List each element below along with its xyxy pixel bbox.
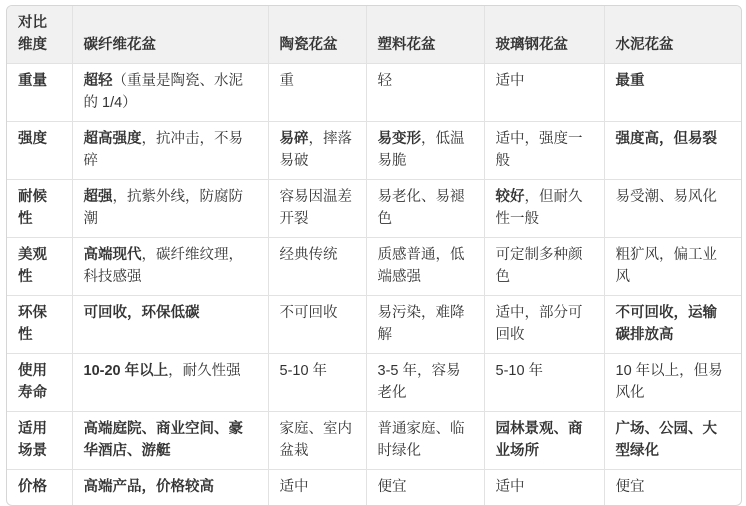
text-segment: 轻 [377, 73, 392, 89]
table-cell-r7-c1 [268, 470, 366, 506]
text-segment: ，摔落易破 [279, 131, 352, 169]
table-cell-r1-c4 [604, 122, 741, 180]
table-body [7, 64, 741, 506]
row-label-7: 价格 [7, 470, 72, 506]
text-segment: 较好 [495, 189, 525, 205]
text-segment: 易老化、易褪色 [377, 189, 465, 227]
text-segment: 容易因温差开裂 [279, 189, 352, 227]
text-segment: 粗犷风，偏工业风 [615, 247, 717, 285]
table-cell-r1-c0 [72, 122, 268, 180]
table-cell-r3-c1 [268, 238, 366, 296]
text-segment: 质感普通，低端感强 [377, 247, 465, 285]
text-segment: 普通家庭、临时绿化 [377, 421, 465, 459]
table-cell-r5-c3 [484, 354, 604, 412]
table-cell-r7-c2 [366, 470, 484, 506]
table-cell-r1-c2 [366, 122, 484, 180]
text-segment: 便宜 [615, 479, 645, 495]
text-segment: ，但耐久性一般 [495, 189, 583, 227]
column-header-5: 水泥花盆 [604, 6, 741, 64]
text-segment: 高端产品，价格较高 [83, 479, 214, 495]
table-cell-r1-c1 [268, 122, 366, 180]
text-segment: 可回收，环保低碳 [83, 305, 200, 321]
text-segment: 便宜 [377, 479, 407, 495]
text-segment: 5-10 年 [495, 363, 544, 379]
header-row [7, 6, 741, 64]
text-segment: 适中 [495, 479, 525, 495]
text-segment: 家庭、室内盆栽 [279, 421, 352, 459]
text-segment: 易污染，难降解 [377, 305, 465, 343]
text-segment: ，碳纤维纹理，科技感强 [83, 247, 243, 285]
text-segment: 重 [279, 73, 294, 89]
table-row-2 [7, 180, 741, 238]
column-header-4: 玻璃钢花盆 [484, 6, 604, 64]
table-cell-r0-c2 [366, 64, 484, 122]
table-cell-r5-c0 [72, 354, 268, 412]
text-segment: 易碎 [279, 131, 309, 147]
table-cell-r6-c1 [268, 412, 366, 470]
text-segment: 园林景观、商业场所 [495, 421, 583, 459]
row-label-2: 耐候性 [7, 180, 72, 238]
text-segment: 超高强度 [83, 131, 142, 147]
table-cell-r0-c3 [484, 64, 604, 122]
table-cell-r6-c2 [366, 412, 484, 470]
text-segment: 3-5 年，容易老化 [377, 363, 461, 401]
table-row-7 [7, 470, 741, 506]
row-label-5: 使用寿命 [7, 354, 72, 412]
column-header-1: 碳纤维花盆 [72, 6, 268, 64]
text-segment: ，抗冲击，不易碎 [83, 131, 243, 169]
text-segment: 易受潮、易风化 [615, 189, 717, 205]
text-segment: 经典传统 [279, 247, 338, 263]
table-cell-r4-c1 [268, 296, 366, 354]
table-cell-r3-c2 [366, 238, 484, 296]
table-cell-r7-c4 [604, 470, 741, 506]
row-label-3: 美观性 [7, 238, 72, 296]
column-header-2: 陶瓷花盆 [268, 6, 366, 64]
text-segment: 10-20 年以上 [83, 363, 169, 379]
table-row-1 [7, 122, 741, 180]
text-segment: ，低温易脆 [377, 131, 465, 169]
text-segment: ，抗紫外线，防腐防潮 [83, 189, 243, 227]
table-cell-r5-c4 [604, 354, 741, 412]
row-label-6: 适用场景 [7, 412, 72, 470]
table-cell-r2-c0 [72, 180, 268, 238]
text-segment: 最重 [615, 73, 645, 89]
text-segment: 可定制多种颜色 [495, 247, 583, 285]
table-header [7, 6, 741, 64]
table-cell-r4-c3 [484, 296, 604, 354]
table-row-3 [7, 238, 741, 296]
comparison-table-container [6, 5, 742, 506]
table-cell-r1-c3 [484, 122, 604, 180]
text-segment: 超轻 [83, 73, 113, 89]
table-row-4 [7, 296, 741, 354]
table-cell-r4-c4 [604, 296, 741, 354]
column-header-0: 对比维度 [7, 6, 72, 64]
table-cell-r6-c0 [72, 412, 268, 470]
table-row-5 [7, 354, 741, 412]
row-label-4: 环保性 [7, 296, 72, 354]
table-cell-r3-c3 [484, 238, 604, 296]
text-segment: 适中，部分可回收 [495, 305, 583, 343]
row-label-0: 重量 [7, 64, 72, 122]
table-cell-r7-c3 [484, 470, 604, 506]
text-segment: 5-10 年 [279, 363, 328, 379]
table-cell-r7-c0 [72, 470, 268, 506]
text-segment: 适中，强度一般 [495, 131, 583, 169]
text-segment: 易变形 [377, 131, 421, 147]
table-cell-r4-c2 [366, 296, 484, 354]
table-cell-r4-c0 [72, 296, 268, 354]
text-segment: 不可回收，运输碳排放高 [615, 305, 717, 343]
text-segment: 不可回收 [279, 305, 338, 321]
table-cell-r0-c4 [604, 64, 741, 122]
table-cell-r5-c1 [268, 354, 366, 412]
table-cell-r2-c3 [484, 180, 604, 238]
table-row-0 [7, 64, 741, 122]
text-segment: 超强 [83, 189, 113, 205]
column-header-3: 塑料花盆 [366, 6, 484, 64]
text-segment: （重量是陶瓷、水泥的 1/4） [83, 73, 243, 111]
row-label-1: 强度 [7, 122, 72, 180]
table-cell-r6-c4 [604, 412, 741, 470]
table-cell-r0-c0 [72, 64, 268, 122]
table-cell-r2-c4 [604, 180, 741, 238]
table-row-6 [7, 412, 741, 470]
text-segment: 10 年以上，但易风化 [615, 363, 723, 401]
text-segment: ，耐久性强 [168, 363, 241, 379]
table-cell-r2-c2 [366, 180, 484, 238]
table-cell-r5-c2 [366, 354, 484, 412]
text-segment: 适中 [495, 73, 525, 89]
table-cell-r3-c4 [604, 238, 741, 296]
text-segment: 广场、公园、大型绿化 [615, 421, 717, 459]
text-segment: 高端现代 [83, 247, 142, 263]
flowerpot-comparison-table [7, 6, 741, 505]
text-segment: 高端庭院、商业空间、豪华酒店、游艇 [83, 421, 243, 459]
text-segment: 强度高，但易裂 [615, 131, 717, 147]
table-cell-r0-c1 [268, 64, 366, 122]
table-cell-r6-c3 [484, 412, 604, 470]
text-segment: 适中 [279, 479, 309, 495]
table-cell-r3-c0 [72, 238, 268, 296]
table-cell-r2-c1 [268, 180, 366, 238]
